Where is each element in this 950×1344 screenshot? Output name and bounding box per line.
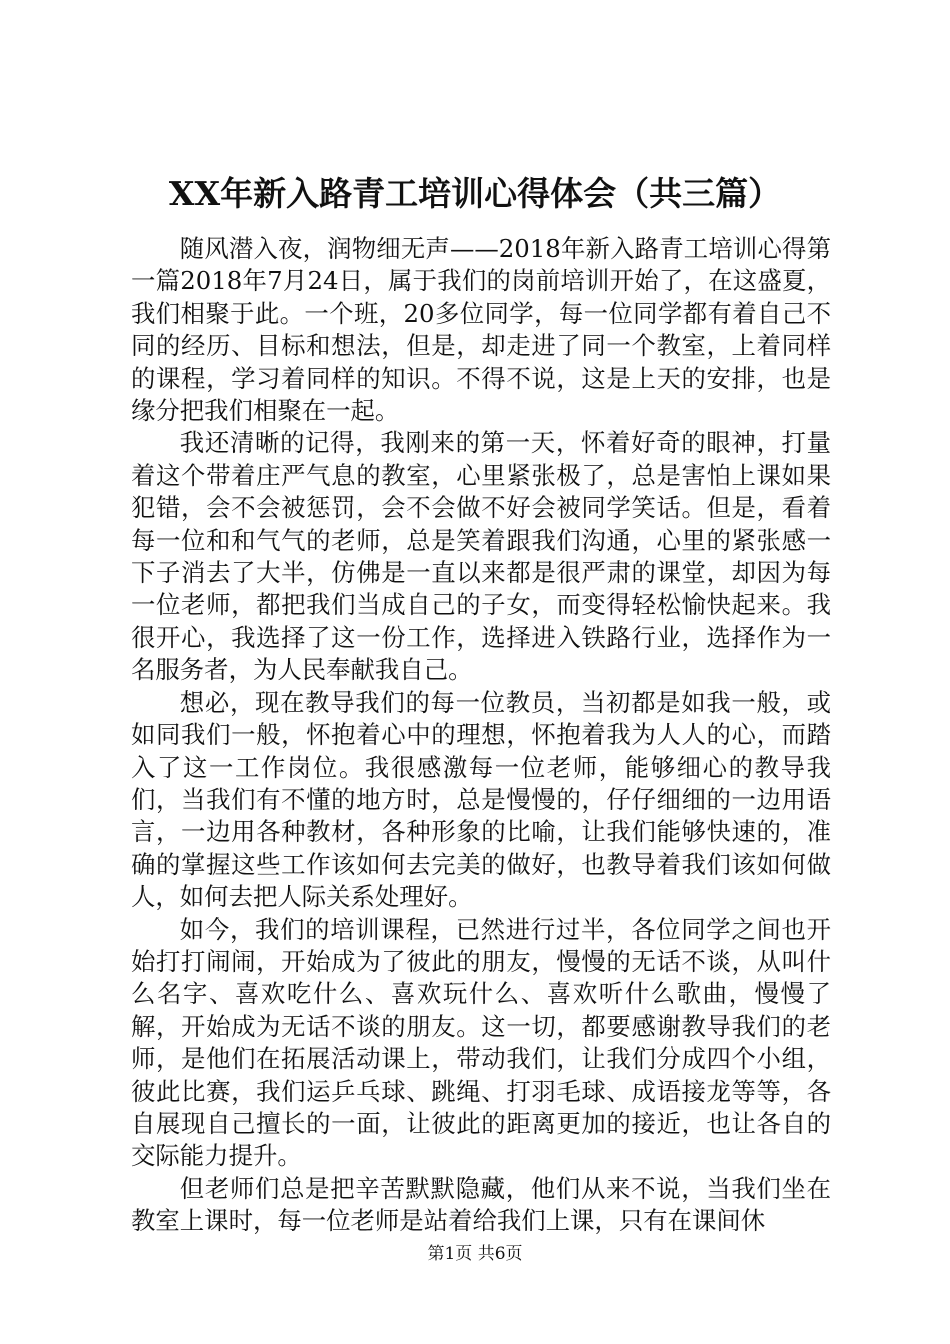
page-number-footer: 第1页 共6页	[427, 1244, 523, 1264]
paragraph-4: 如今，我们的培训课程，已然进行过半，各位同学之间也开始打打闹闹，开始成为了彼此的朋友，慢慢的无话不谈，从叫什么名字、喜欢吃什么、喜欢玩什么、喜欢听什么歌曲，慢慢了解，开始成为无话不谈的朋友。这一切，都要感谢教导我们的老师，是他们在拓展活动课上，带动我们，让我们分成四个小组，彼此比赛，我们运乒乓球、跳绳、打羽毛球、成语接龙等等，各自展现自己擅长的一面，让彼此的距离更加的接近，也让各自的交际能力提升。	[131, 914, 831, 1171]
paragraph-5: 但老师们总是把辛苦默默隐藏，他们从来不说，当我们坐在教室上课时，每一位老师是站着给我们上课，只有在课间休	[131, 1173, 831, 1236]
paragraph-2: 我还清晰的记得，我刚来的第一天，怀着好奇的眼神，打量着这个带着庄严气息的教室，心里紧张极了，总是害怕上课如果犯错，会不会被惩罚，会不会做不好会被同学笑话。但是，看着每一位和和气气的老师，总是笑着跟我们沟通，心里的紧张感一下子消去了大半，仿佛是一直以来都是很严肃的课堂，却因为每一位老师，都把我们当成自己的子女，而变得轻松愉快起来。我很开心，我选择了这一份工作，选择进入铁路行业，选择作为一名服务者，为人民奉献我自己。	[131, 428, 831, 685]
paragraph-3: 想必，现在教导我们的每一位教员，当初都是如我一般，或如同我们一般，怀抱着心中的理想，怀抱着我为人人的心，而踏入了这一工作岗位。我很感激每一位老师，能够细心的教导我们，当我们有不懂的地方时，总是慢慢的，仔仔细细的一边用语言，一边用各种教材，各种形象的比喻，让我们能够快速的，准确的掌握这些工作该如何去完美的做好，也教导着我们该如何做人，如何去把人际关系处理好。	[131, 687, 831, 912]
document-body	[131, 233, 831, 1238]
document-title: XX年新入路青工培训心得体会（共三篇）	[168, 174, 782, 213]
paragraph-1: 随风潜入夜，润物细无声——2018年新入路青工培训心得第一篇2018年7月24日，属于我们的岗前培训开始了，在这盛夏，我们相聚于此。一个班，20多位同学，每一位同学都有着自己不同的经历、目标和想法，但是，却走进了同一个教室，上着同样的课程，学习着同样的知识。不得不说，这是上天的安排，也是缘分把我们相聚在一起。	[131, 234, 831, 426]
